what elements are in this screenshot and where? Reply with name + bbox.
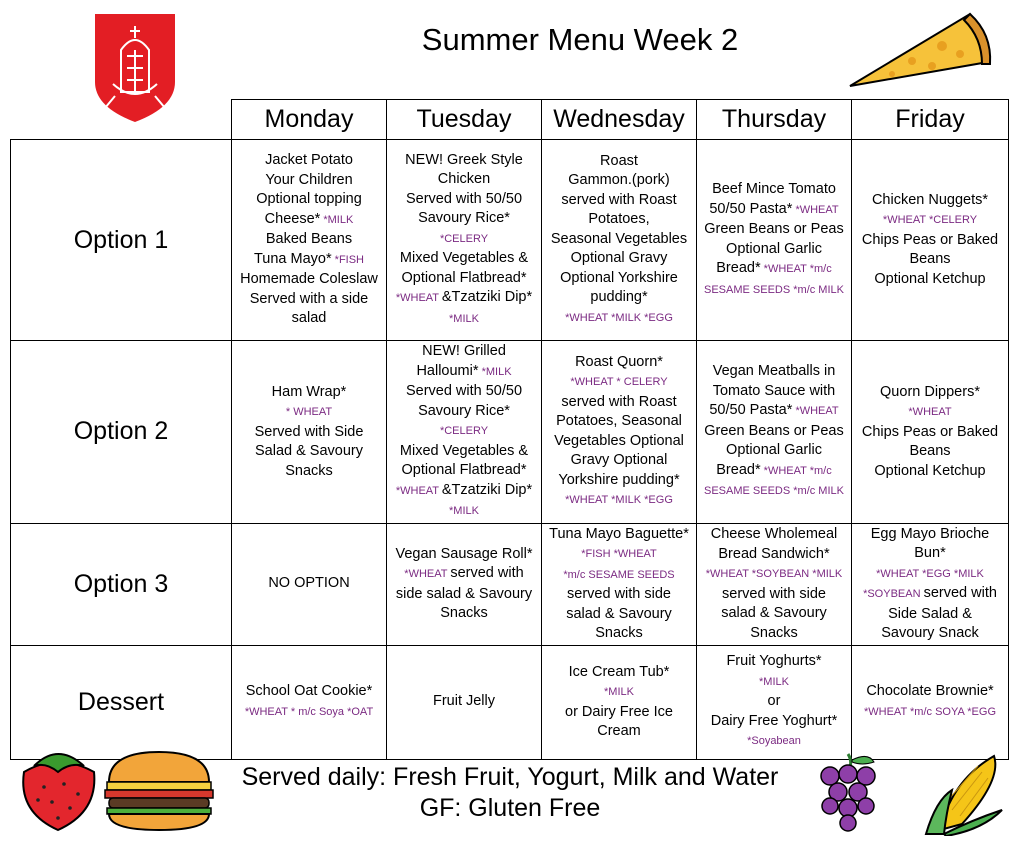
dish-text: served with Roast xyxy=(561,191,677,208)
menu-line xyxy=(854,702,1006,723)
dish-text: Tuna Mayo* xyxy=(253,250,332,267)
dish-text: Chips Peas or Baked xyxy=(861,231,999,248)
menu-line xyxy=(389,269,539,289)
menu-cell-friday xyxy=(852,645,1009,759)
row-label: Option 2 xyxy=(11,341,232,524)
header-row xyxy=(11,100,1009,140)
menu-line xyxy=(854,442,1006,462)
day-header-monday: Monday xyxy=(232,100,387,140)
menu-line xyxy=(234,290,384,310)
dish-text: Your Children xyxy=(265,171,353,188)
menu-line xyxy=(389,362,539,383)
dish-text: Optional Ketchup xyxy=(874,462,986,479)
dish-text: Snacks xyxy=(440,605,488,621)
menu-line xyxy=(699,481,849,502)
row-label: Dessert xyxy=(11,645,232,759)
dish-text: Fruit Jelly xyxy=(432,693,496,710)
menu-line xyxy=(544,565,694,586)
dish-text: NO OPTION xyxy=(268,575,350,592)
menu-line xyxy=(234,230,384,250)
dish-text: Bread* xyxy=(716,260,761,276)
menu-cell-tuesday xyxy=(387,140,542,341)
menu-line xyxy=(544,663,694,683)
menu-line xyxy=(544,269,694,289)
dish-text: Chips Peas or Baked xyxy=(861,423,999,440)
strawberry-icon xyxy=(14,742,102,832)
menu-line xyxy=(544,585,694,605)
menu-line xyxy=(234,270,384,290)
dish-text: Green Beans or Peas xyxy=(704,221,844,237)
dish-text: Snacks xyxy=(285,462,333,479)
menu-line xyxy=(699,692,849,712)
menu-line xyxy=(854,191,1006,211)
menu-line xyxy=(699,461,849,482)
row-label: Option 1 xyxy=(11,140,232,341)
menu-line xyxy=(544,171,694,191)
dish-text: Chocolate Brownie* xyxy=(866,683,994,699)
dish-text: Jacket Potato xyxy=(265,152,353,169)
menu-line xyxy=(389,229,539,250)
dish-text: Optional Garlic xyxy=(726,240,822,257)
menu-line xyxy=(544,249,694,269)
dish-text: NEW! Greek Style xyxy=(405,151,523,168)
menu-line xyxy=(544,210,694,230)
dish-text: Chicken xyxy=(437,171,491,188)
menu-line xyxy=(699,280,849,301)
menu-line xyxy=(854,270,1006,290)
allergen-note: *WHEAT xyxy=(908,406,952,418)
allergen-note: *WHEAT *m/c xyxy=(760,464,832,477)
allergen-note: *WHEAT *m/c xyxy=(760,263,832,275)
day-header-wednesday: Wednesday xyxy=(542,100,697,140)
menu-line xyxy=(854,682,1006,702)
dish-text: Cream xyxy=(597,723,641,739)
menu-line xyxy=(699,545,849,565)
dish-text: Served with 50/50 xyxy=(405,383,523,399)
dish-text: Halloumi* xyxy=(416,362,479,379)
menu-line xyxy=(389,421,539,442)
menu-line xyxy=(544,703,694,723)
dish-text: Bun* xyxy=(914,545,946,561)
menu-line xyxy=(699,422,849,442)
allergen-note: *SOYBEAN xyxy=(863,588,924,600)
menu-line xyxy=(699,200,849,221)
menu-line xyxy=(699,259,849,280)
dish-text: Savoury Rice* xyxy=(418,402,510,419)
dish-text: &Tzatziki Dip* xyxy=(441,481,533,498)
menu-line xyxy=(234,309,384,329)
menu-line xyxy=(234,702,384,723)
dish-text: side salad & Savoury xyxy=(395,585,533,602)
menu-line xyxy=(544,152,694,172)
dish-text: Roast Quorn* xyxy=(575,353,663,370)
menu-line xyxy=(234,210,384,231)
menu-line xyxy=(699,585,849,605)
dish-text: Roast xyxy=(600,152,638,169)
menu-line xyxy=(854,402,1006,423)
dish-text: Gravy Optional xyxy=(570,452,668,469)
menu-line xyxy=(854,250,1006,270)
allergen-note: *WHEAT *SOYBEAN *MILK xyxy=(705,568,843,580)
dish-text: Optional Flatbread* xyxy=(401,269,527,286)
allergen-note: *WHEAT *MILK *EGG xyxy=(565,311,673,324)
menu-line xyxy=(389,442,539,462)
menu-line xyxy=(544,451,694,471)
dish-text: Optional Gravy xyxy=(570,250,668,267)
menu-line xyxy=(699,240,849,260)
menu-line xyxy=(699,525,849,545)
menu-line xyxy=(854,624,1006,644)
menu-cell-thursday xyxy=(697,523,852,645)
allergen-note: *WHEAT * CELERY xyxy=(570,376,668,389)
menu-line xyxy=(854,525,1006,545)
allergen-note: *WHEAT *EGG *MILK xyxy=(876,567,984,580)
menu-cell-wednesday xyxy=(542,341,697,524)
menu-line xyxy=(699,672,849,693)
dish-text: Optional Flatbread* xyxy=(401,462,527,478)
allergen-note: *WHEAT *MILK *EGG xyxy=(565,494,673,507)
dish-text: NEW! Grilled xyxy=(422,343,506,359)
dish-text: Salad & Savoury xyxy=(254,443,363,459)
allergen-note: *MILK xyxy=(320,213,354,226)
menu-row-option-3 xyxy=(11,523,1009,645)
dish-text: served with xyxy=(923,585,997,601)
dish-text: &Tzatziki Dip* xyxy=(441,289,533,306)
dish-text: Optional Yorkshire xyxy=(560,269,678,286)
menu-line xyxy=(234,442,384,462)
menu-line xyxy=(854,462,1006,482)
allergen-note: *MILK xyxy=(449,505,479,517)
dish-text: Mixed Vegetables & xyxy=(399,250,529,267)
menu-line xyxy=(854,383,1006,403)
allergen-note: * WHEAT xyxy=(285,406,333,418)
dish-text: Savoury Rice* xyxy=(418,210,510,227)
dish-text: salad & Savoury xyxy=(566,605,672,622)
dish-text: School Oat Cookie* xyxy=(245,683,373,699)
dish-text: served with side xyxy=(567,586,671,602)
menu-line xyxy=(699,180,849,200)
menu-line xyxy=(544,722,694,742)
dish-text: Homemade Coleslaw xyxy=(240,271,378,288)
menu-line xyxy=(389,170,539,190)
menu-line xyxy=(389,209,539,229)
menu-line xyxy=(699,441,849,461)
menu-line xyxy=(699,712,849,732)
allergen-note: *CELERY xyxy=(439,425,489,437)
footer-note xyxy=(205,762,815,824)
dish-text: Snacks xyxy=(595,625,643,641)
menu-cell-thursday xyxy=(697,341,852,524)
pizza-icon xyxy=(842,6,994,100)
day-header-friday: Friday xyxy=(852,100,1009,140)
menu-line xyxy=(389,481,539,502)
dish-text: Side Salad & xyxy=(888,605,972,622)
row-label: Option 3 xyxy=(11,523,232,645)
menu-line xyxy=(234,151,384,171)
menu-line xyxy=(389,382,539,402)
menu-cell-thursday xyxy=(697,645,852,759)
menu-cell-tuesday xyxy=(387,341,542,524)
dish-text: Quorn Dippers* xyxy=(880,383,980,400)
menu-line xyxy=(699,382,849,402)
menu-line xyxy=(234,190,384,210)
menu-cell-wednesday xyxy=(542,645,697,759)
menu-line xyxy=(544,412,694,432)
menu-line xyxy=(389,585,539,605)
dish-text: Green Beans or Peas xyxy=(704,422,844,439)
dish-text: Served with 50/50 xyxy=(405,190,523,207)
menu-cell-friday xyxy=(852,140,1009,341)
menu-line xyxy=(699,624,849,644)
allergen-note: *MILK xyxy=(449,312,479,325)
dish-text: pudding* xyxy=(590,289,648,306)
menu-line xyxy=(389,190,539,210)
menu-line xyxy=(544,525,694,545)
allergen-note: *WHEAT xyxy=(792,405,839,417)
menu-cell-monday xyxy=(232,523,387,645)
burger-icon xyxy=(103,748,215,832)
menu-line xyxy=(854,544,1006,564)
menu-cell-tuesday xyxy=(387,523,542,645)
dish-text: Savoury Snack xyxy=(881,625,979,641)
dish-text: Fruit Yoghurts* xyxy=(726,653,822,670)
menu-line xyxy=(854,231,1006,251)
dish-text: Served with Side xyxy=(254,423,364,440)
menu-line xyxy=(544,393,694,413)
dish-text: served with side xyxy=(722,585,826,602)
dish-text: Optional Ketchup xyxy=(874,270,986,287)
menu-line xyxy=(699,652,849,672)
dish-text: 50/50 Pasta* xyxy=(709,200,793,217)
allergen-note: *WHEAT * m/c Soya *OAT xyxy=(244,705,374,718)
dish-text: Seasonal Vegetables xyxy=(550,230,688,247)
dish-text: or Dairy Free Ice xyxy=(565,703,673,720)
menu-line xyxy=(234,250,384,271)
dish-text: Optional Garlic xyxy=(726,442,822,458)
menu-line xyxy=(854,423,1006,443)
dish-text: Vegan Meatballs in xyxy=(712,363,836,379)
grapes-icon xyxy=(818,750,880,832)
header-corner xyxy=(11,100,232,140)
day-header-thursday: Thursday xyxy=(697,100,852,140)
menu-line xyxy=(389,564,539,585)
allergen-note: *MILK xyxy=(604,686,634,698)
menu-line xyxy=(854,584,1006,605)
menu-line xyxy=(389,288,539,309)
dish-text: Tomato Sauce with xyxy=(712,382,836,399)
dish-text: Dairy Free Yoghurt* xyxy=(710,712,838,729)
menu-cell-monday xyxy=(232,341,387,524)
dish-text: Yorkshire pudding* xyxy=(558,471,680,488)
menu-line xyxy=(699,220,849,240)
menu-line xyxy=(544,288,694,308)
menu-cell-wednesday xyxy=(542,140,697,341)
dish-text: served with xyxy=(450,565,524,581)
dish-text: Served with a side xyxy=(249,290,369,307)
dish-text: or xyxy=(767,693,781,710)
menu-line xyxy=(854,564,1006,585)
menu-line xyxy=(234,682,384,702)
allergen-note: *WHEAT xyxy=(792,203,839,216)
menu-line xyxy=(699,362,849,382)
footer-line-2: GF: Gluten Free xyxy=(419,794,601,822)
dish-text: Bread Sandwich* xyxy=(718,545,830,562)
menu-row-option-1 xyxy=(11,140,1009,341)
dish-text: Ham Wrap* xyxy=(271,383,347,400)
menu-line xyxy=(389,309,539,330)
allergen-note: *m/c SESAME SEEDS xyxy=(563,568,675,581)
menu-line xyxy=(544,372,694,393)
dish-text: Potatoes, xyxy=(588,211,650,228)
allergen-note: *MILK xyxy=(759,675,789,688)
dish-text: Mixed Vegetables & xyxy=(399,442,529,459)
allergen-note: *CELERY xyxy=(439,232,489,245)
corn-icon xyxy=(922,750,1008,836)
menu-line xyxy=(389,249,539,269)
dish-text: Beans xyxy=(909,443,951,459)
menu-line xyxy=(544,230,694,250)
allergen-note: *WHEAT *m/c SOYA *EGG xyxy=(863,705,997,718)
page-title: Summer Menu Week 2 xyxy=(421,22,739,57)
menu-line xyxy=(234,574,384,594)
dish-text: Cheese Wholemeal xyxy=(710,526,838,542)
menu-line xyxy=(544,471,694,491)
dish-text: Vegetables Optional xyxy=(554,432,684,449)
allergen-note: *WHEAT *CELERY xyxy=(882,214,978,227)
menu-table xyxy=(10,99,1009,760)
dish-text: Gammon.(pork) xyxy=(568,172,670,189)
day-header-tuesday: Tuesday xyxy=(387,100,542,140)
menu-row-option-2 xyxy=(11,341,1009,524)
menu-line xyxy=(389,545,539,565)
menu-line xyxy=(234,171,384,191)
allergen-note: SESAME SEEDS *m/c MILK xyxy=(704,283,844,296)
menu-line xyxy=(854,605,1006,625)
allergen-note: *FISH xyxy=(331,253,365,266)
menu-cell-friday xyxy=(852,523,1009,645)
dish-text: Tuna Mayo Baguette* xyxy=(549,525,689,542)
menu-line xyxy=(699,564,849,585)
dish-text: Chicken Nuggets* xyxy=(871,191,989,208)
dish-text: Potatoes, Seasonal xyxy=(556,413,682,430)
allergen-note: *MILK xyxy=(478,365,512,378)
dish-text: Cheese* xyxy=(264,210,321,227)
menu-line xyxy=(389,501,539,522)
dish-text: Beans xyxy=(909,251,951,268)
menu-cell-tuesday xyxy=(387,645,542,759)
menu-line xyxy=(544,544,694,565)
dish-text: Egg Mayo Brioche xyxy=(870,525,990,542)
menu-line xyxy=(234,402,384,423)
menu-cell-friday xyxy=(852,341,1009,524)
dish-text: salad xyxy=(291,310,327,327)
dish-text: Ice Cream Tub* xyxy=(568,663,670,680)
menu-line xyxy=(544,624,694,644)
menu-line xyxy=(389,604,539,624)
menu-line xyxy=(544,191,694,211)
menu-line xyxy=(234,383,384,403)
dish-text: served with Roast xyxy=(561,393,677,410)
allergen-note: SESAME SEEDS *m/c MILK xyxy=(704,485,844,497)
allergen-note: *WHEAT xyxy=(395,484,442,497)
menu-line xyxy=(234,423,384,443)
menu-line xyxy=(699,604,849,624)
dish-text: Optional topping xyxy=(256,191,362,208)
allergen-note: *WHEAT xyxy=(395,292,442,305)
menu-line xyxy=(389,461,539,481)
menu-line xyxy=(699,401,849,422)
dish-text: Bread* xyxy=(716,461,761,478)
dish-text: Beef Mince Tomato xyxy=(712,181,836,197)
menu-line xyxy=(544,432,694,452)
footer-line-1: Served daily: Fresh Fruit, Yogurt, Milk and Water xyxy=(241,763,779,791)
menu-line xyxy=(544,605,694,625)
menu-line xyxy=(234,462,384,482)
menu-line xyxy=(699,731,849,752)
menu-line xyxy=(389,151,539,171)
menu-cell-monday xyxy=(232,645,387,759)
allergen-note: *Soyabean xyxy=(747,735,801,748)
menu-cell-monday xyxy=(232,140,387,341)
menu-line xyxy=(854,210,1006,231)
menu-line xyxy=(544,308,694,329)
menu-line xyxy=(389,402,539,422)
menu-line xyxy=(389,692,539,712)
menu-line xyxy=(544,682,694,703)
dish-text: salad & Savoury xyxy=(721,605,827,621)
menu-cell-wednesday xyxy=(542,523,697,645)
dish-text: 50/50 Pasta* xyxy=(709,402,793,418)
menu-cell-thursday xyxy=(697,140,852,341)
menu-line xyxy=(544,353,694,373)
allergen-note: *FISH *WHEAT xyxy=(581,548,657,560)
menu-line xyxy=(544,490,694,511)
allergen-note: *WHEAT xyxy=(404,568,451,580)
dish-text: Vegan Sausage Roll* xyxy=(395,545,533,562)
menu-line xyxy=(389,342,539,362)
menu-row-dessert xyxy=(11,645,1009,759)
dish-text: Snacks xyxy=(750,624,798,641)
dish-text: Baked Beans xyxy=(265,231,353,248)
